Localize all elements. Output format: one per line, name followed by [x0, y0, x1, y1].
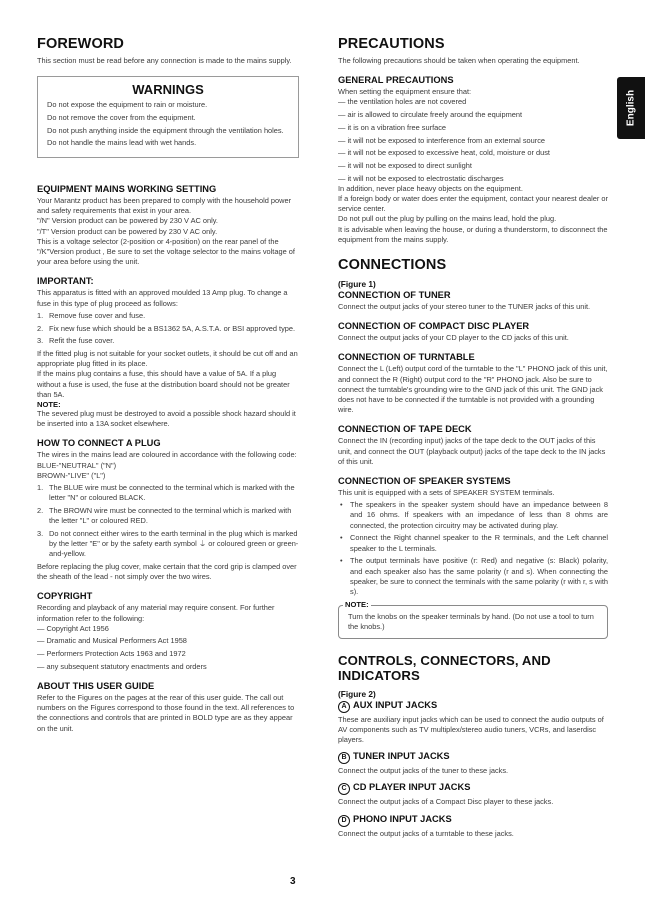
- general-after: Do not pull out the plug by pulling on the mains lead, hold the plug.: [338, 214, 557, 224]
- connections-title: CONNECTIONS: [338, 257, 447, 274]
- control-text: Connect the output jacks of a turntable to these jacks.: [338, 828, 514, 838]
- wire-code: BROWN-"LIVE" ("L"): [37, 470, 106, 480]
- speaker-bullet: [338, 556, 608, 597]
- connections-section: [338, 257, 608, 638]
- step-text: The BROWN wire must be connected to the terminal which is marked with the letter "L" or coloured RED.: [49, 505, 292, 526]
- circled-letter-icon: D: [338, 815, 350, 827]
- step-number: 1.: [37, 482, 44, 492]
- control-title: [338, 751, 608, 764]
- language-tab: [617, 77, 645, 139]
- connection-text: Connect the output jacks of your stereo tuner to the TUNER jacks of this unit.: [338, 302, 591, 312]
- step-text: Remove fuse cover and fuse.: [49, 310, 146, 320]
- precaution-item: — air is allowed to circulate freely around the equipment: [338, 110, 523, 120]
- plug-step: [37, 529, 299, 560]
- warnings-title: WARNINGS: [132, 82, 204, 98]
- important-section: [37, 276, 299, 429]
- step-number: 1.: [37, 310, 44, 320]
- step-text: The BLUE wire must be connected to the terminal which is marked with the letter "N" or coloured BLACK.: [49, 482, 295, 503]
- connection-block: [338, 424, 608, 467]
- controls-section: [338, 653, 608, 839]
- mains-setting-section: [37, 184, 299, 267]
- important-intro: This apparatus is fitted with an approved moulded 13 Amp plug. To change a fuse in this type of plug proceed as follows:: [37, 288, 288, 308]
- bullet-text: The output terminals have positive (r: Red) and negative (s: Black) polarity, and each speaker also has the same polarity (r and s). When connecting the speaker, be sure to connect the terminals with the same polarity (r with r, s with s).: [350, 556, 608, 596]
- speaker-intro: This unit is equipped with a sets of SPEAKER SYSTEM terminals.: [338, 488, 555, 498]
- circled-letter-icon: B: [338, 752, 350, 764]
- connection-title: CONNECTION OF TAPE DECK: [338, 424, 472, 435]
- mains-setting-title: EQUIPMENT MAINS WORKING SETTING: [37, 184, 217, 195]
- bullet-text: The speakers in the speaker system should have an impedance between 8 and 16 ohms. If speakers with an impedance of less than 8 ohms are connected, the protection circuitry may be activated during play.: [350, 500, 608, 530]
- control-title-text: CD PLAYER INPUT JACKS: [353, 782, 471, 793]
- important-after: If the mains plug contains a fuse, this should have a value of 5A. If a plug without a fuse is used, the fuse at the distribution board should not be greater than 5A.: [37, 369, 290, 399]
- general-after: If a foreign body or water does enter the equipment, contact your nearest dealer or service center.: [338, 194, 608, 214]
- precaution-item: — it will not be exposed to direct sunlight: [338, 160, 472, 170]
- copyright-list: [37, 624, 299, 672]
- bullet-icon: •: [340, 500, 343, 510]
- control-item: [338, 814, 608, 839]
- control-text: These are auxiliary input jacks which can be used to connect the audio outputs of AV components such as TV multiplex/stereo audio tuners, VCRs, and laserdisc players.: [338, 714, 604, 744]
- bullet-icon: •: [340, 556, 343, 566]
- speaker-systems-block: [338, 476, 608, 638]
- general-after: It is advisable when leaving the house, or during a thunderstorm, to disconnect the equipment from the mains supply.: [338, 224, 608, 244]
- copyright-item: — Dramatic and Musical Performers Act 1958: [37, 636, 187, 646]
- control-text: Connect the output jacks of the tuner to these jacks.: [338, 766, 509, 776]
- right-column: [338, 36, 608, 845]
- wire-code: BLUE-"NEUTRAL" ("N"): [37, 460, 117, 470]
- fuse-steps: [37, 311, 299, 347]
- copyright-item: — Copyright Act 1956: [37, 623, 109, 633]
- copyright-title: COPYRIGHT: [37, 591, 93, 602]
- connection-block: [338, 352, 608, 415]
- step-number: 3.: [37, 528, 44, 538]
- step-number: 3.: [37, 336, 44, 346]
- left-column: [37, 36, 299, 743]
- connection-title: CONNECTION OF COMPACT DISC PLAYER: [338, 321, 530, 332]
- page-number: 3: [290, 876, 296, 887]
- copyright-item: — any subsequent statutory enactments and orders: [37, 661, 207, 671]
- step-text: Fix new fuse which should be a BS1362 5A, A.S.T.A. or BSI approved type.: [49, 323, 296, 333]
- bullet-text: Connect the Right channel speaker to the R terminals, and the Left channel speaker to the L terminals.: [350, 533, 608, 553]
- precaution-item: — it will not be exposed to electrostatic discharges: [338, 173, 504, 183]
- mains-setting-line: This is a voltage selector (2-position or 4-position) on the rear panel of the "/K"Version product , Be sure to set the voltage selector to the mains voltage of your area before using the unit.: [37, 236, 295, 267]
- warning-item: Do not handle the mains lead with wet hands.: [47, 138, 197, 148]
- general-intro: When setting the equipment ensure that:: [338, 87, 472, 97]
- precaution-list: [338, 97, 608, 183]
- fuse-step: [37, 311, 299, 321]
- control-title-text: PHONO INPUT JACKS: [353, 813, 452, 824]
- general-precautions-title: GENERAL PRECAUTIONS: [338, 75, 454, 86]
- mains-setting-line: Your Marantz product has been prepared to comply with the household power and safety requirements that exist in your area.: [37, 196, 292, 216]
- plug-after: Before replacing the plug cover, make certain that the cord grip is clamped over the sheath of the lead - not simply over the two wires.: [37, 561, 297, 582]
- speaker-note-box: [338, 600, 608, 638]
- plug-step: [37, 483, 299, 503]
- copyright-intro: Recording and playback of any material may require consent. For further information refer to the following:: [37, 603, 275, 623]
- language-tab-label: English: [625, 89, 637, 127]
- precautions-title: PRECAUTIONS: [338, 36, 445, 52]
- control-item: [338, 751, 608, 776]
- precaution-item: — it is on a vibration free surface: [338, 122, 447, 132]
- copyright-section: [37, 591, 299, 672]
- step-number: 2.: [37, 505, 44, 515]
- general-precautions-section: [338, 75, 608, 245]
- connection-title: CONNECTION OF TURNTABLE: [338, 352, 475, 363]
- connection-text: Connect the L (Left) output cord of the turntable to the "L" PHONO jack of this unit, and connect the R (Right) output cord to the "R" PHONO jack. Also be sure to connect the turntable's grounding wire to the GND jack of this unit. The GND jack does not have to be connected if the turntable is not provided with a grounding wire.: [338, 364, 608, 415]
- speaker-title: CONNECTION OF SPEAKER SYSTEMS: [338, 476, 511, 487]
- connection-text: Connect the IN (recording input) jacks of the tape deck to the OUT jacks of this unit, and connect the OUT (playback output) jacks of the tape deck to the IN jacks of this unit.: [338, 436, 606, 466]
- foreword-section: [37, 36, 299, 66]
- note-label: NOTE:: [37, 399, 61, 409]
- precautions-text: The following precautions should be taken when operating the equipment.: [338, 56, 580, 65]
- figure-ref: (Figure 2): [338, 688, 376, 699]
- plug-intro: The wires in the mains lead are coloured in accordance with the following code:: [37, 450, 297, 460]
- control-text: Connect the output jacks of a Compact Disc player to these jacks.: [338, 797, 554, 807]
- foreword-title: FOREWORD: [37, 36, 124, 52]
- warning-item: Do not remove the cover from the equipment.: [47, 112, 196, 122]
- plug-title: HOW TO CONNECT A PLUG: [37, 438, 161, 449]
- connection-text: Connect the output jacks of your CD player to the CD jacks of this unit.: [338, 333, 569, 343]
- step-text: Do not connect either wires to the earth terminal in the plug which is marked by the letter "E" or by the safety earth symbol ⏚ or coloured green or green-and-yellow.: [49, 528, 299, 559]
- circled-letter-icon: A: [338, 701, 350, 713]
- connection-block: [338, 290, 608, 312]
- warning-item: Do not push anything inside the equipment through the ventilation holes.: [47, 125, 284, 135]
- fuse-step: [37, 324, 299, 334]
- mains-setting-line: "/T" Version product can be powered by 230 V AC only.: [37, 226, 218, 236]
- mains-setting-line: "/N" Version product can be powered by 230 V AC only.: [37, 216, 218, 226]
- control-item: [338, 700, 608, 746]
- important-title: IMPORTANT:: [37, 276, 94, 287]
- connection-title: CONNECTION OF TUNER: [338, 290, 451, 301]
- copyright-item: — Performers Protection Acts 1963 and 1972: [37, 649, 186, 659]
- general-after: In addition, never place heavy objects on the equipment.: [338, 183, 523, 193]
- speaker-bullet: [338, 533, 608, 553]
- control-title: [338, 700, 608, 713]
- note-label: NOTE:: [345, 600, 369, 610]
- guide-section: [37, 681, 299, 734]
- warnings-box: [37, 76, 299, 158]
- note-text: The severed plug must be destroyed to avoid a possible shock hazard should it be inserted into a 13A socket elsewhere.: [37, 408, 296, 429]
- control-item: [338, 782, 608, 807]
- step-number: 2.: [37, 323, 44, 333]
- plug-step: [37, 506, 299, 526]
- plug-section: [37, 438, 299, 582]
- guide-title: ABOUT THIS USER GUIDE: [37, 681, 155, 692]
- controls-title: CONTROLS, CONNECTORS, AND INDICATORS: [338, 652, 551, 683]
- speaker-bullet: [338, 500, 608, 531]
- precautions-section: [338, 36, 608, 66]
- plug-steps: [37, 483, 299, 559]
- warning-item: Do not expose the equipment to rain or moisture.: [47, 100, 208, 110]
- foreword-text: This section must be read before any connection is made to the mains supply.: [37, 56, 292, 65]
- precaution-item: — the ventilation holes are not covered: [338, 97, 467, 107]
- important-after: If the fitted plug is not suitable for your socket outlets, it should be cut off and an appropriate plug fitted in its place.: [37, 348, 298, 369]
- figure-ref: (Figure 1): [338, 279, 376, 290]
- precaution-item: — it will not be exposed to interference from an external source: [338, 135, 546, 145]
- bullet-icon: •: [340, 533, 343, 543]
- precaution-item: — it will not be exposed to excessive heat, cold, moisture or dust: [338, 148, 550, 158]
- guide-text: Refer to the Figures on the pages at the rear of this user guide. The call out numbers on the Figures correspond to those found in the text. All references to the connections and controls that are printed in BOLD type are as they appear on the unit.: [37, 693, 295, 733]
- step-text: Refit the fuse cover.: [49, 336, 115, 346]
- control-title: [338, 782, 608, 795]
- circled-letter-icon: C: [338, 783, 350, 795]
- fuse-step: [37, 336, 299, 346]
- control-title-text: AUX INPUT JACKS: [353, 699, 438, 710]
- speaker-bullets: [338, 500, 608, 597]
- note-text: Turn the knobs on the speaker terminals by hand. (Do not use a tool to turn the knobs.): [348, 612, 594, 632]
- control-title: [338, 814, 608, 827]
- control-title-text: TUNER INPUT JACKS: [353, 751, 450, 762]
- connection-block: [338, 321, 608, 343]
